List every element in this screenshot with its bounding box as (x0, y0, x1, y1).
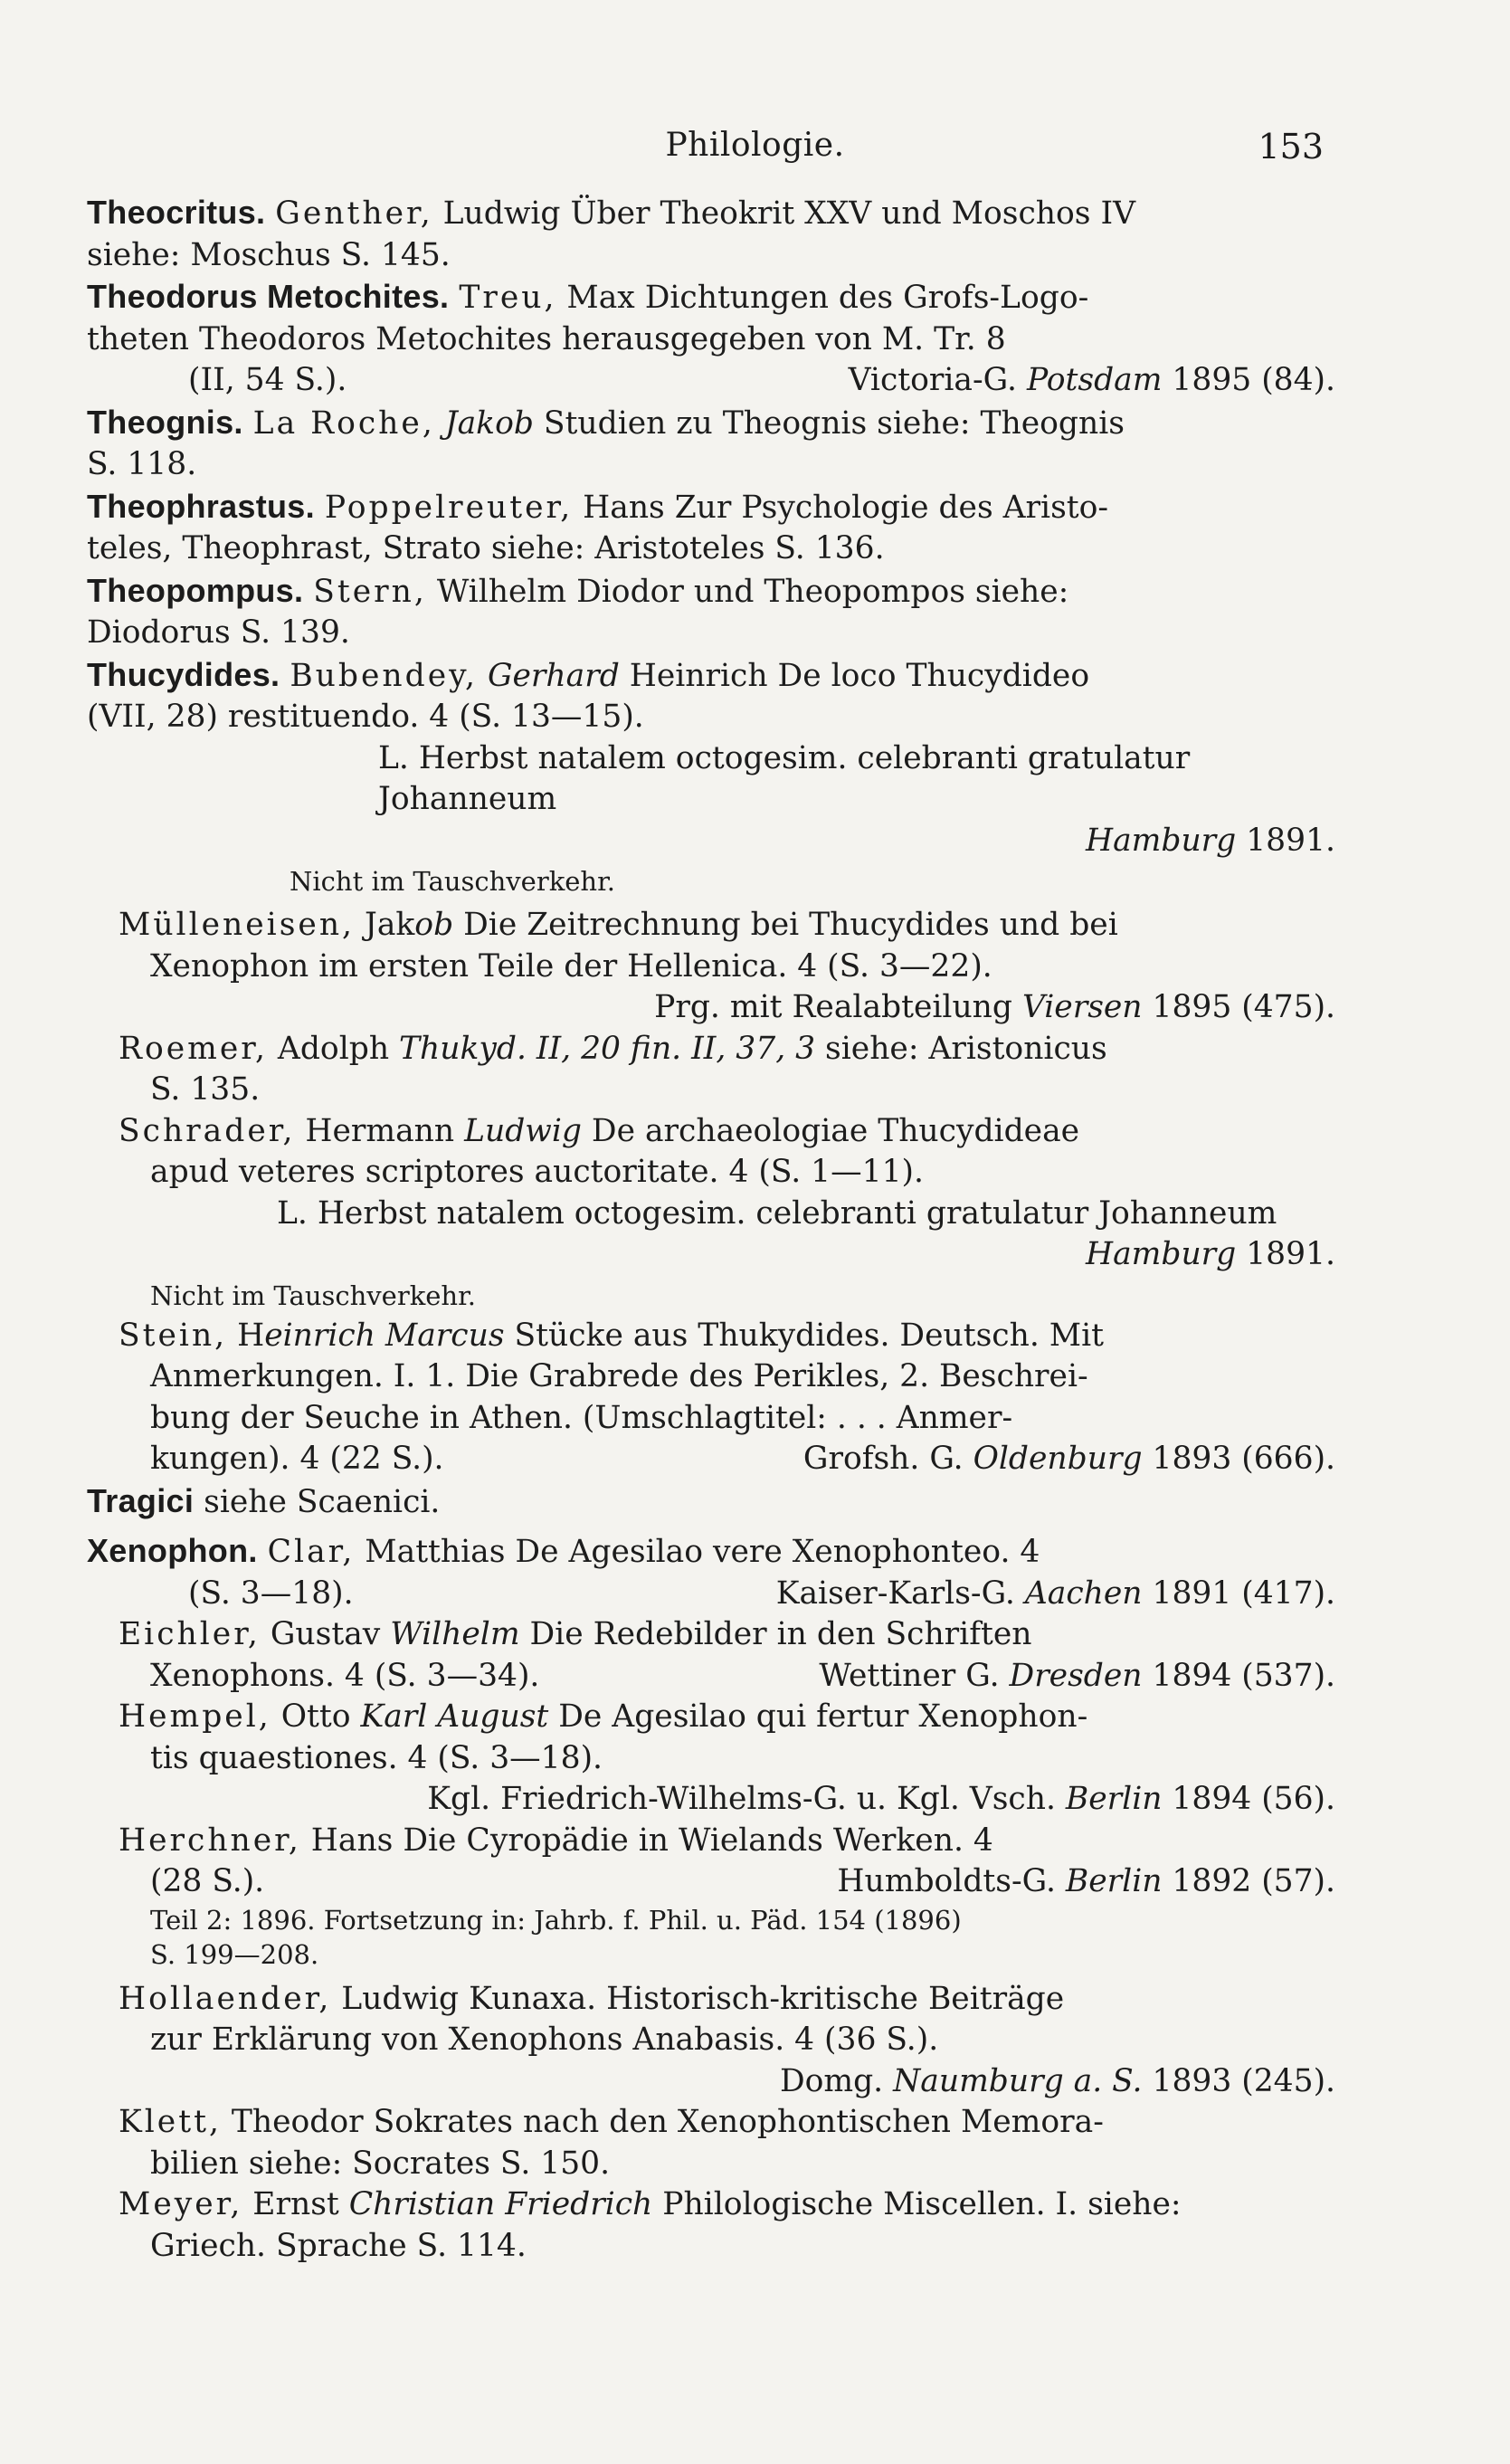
entry-line: bilien siehe: Socrates S. 150. (150, 2145, 611, 2182)
entry-pages: (II, 54 S.). (188, 362, 347, 398)
entry-hollaender (87, 1979, 1335, 2103)
entry-text: Heinrich De loco Thucydideo (619, 657, 1090, 694)
entry-roemer (87, 1029, 1335, 1111)
year-number: 1895 (475). (1142, 989, 1335, 1025)
year-number: 1891 (417). (1142, 1574, 1335, 1612)
entry-text: siehe: Aristonicus (815, 1030, 1107, 1067)
school-city: Dresden (1009, 1657, 1143, 1694)
entry-heading: Theognis. (87, 403, 243, 441)
entry-line (188, 1574, 1335, 1615)
author-firstname: Hermann (295, 1112, 465, 1149)
entry-note: Teil 2: 1896. Fortsetzung in: Jahrb. f. Phil. u. Päd. 154 (1896) (150, 1904, 962, 1936)
school-name: Kaiser-Karls-G. (775, 1574, 1025, 1612)
author-firstname-italic: Ludwig (464, 1112, 582, 1149)
school-name: Victoria-G. (848, 362, 1027, 398)
entry-line: (VII, 28) restituendo. 4 (S. 13—15). (87, 699, 644, 735)
author-surname: Roemer, (119, 1030, 268, 1067)
author-firstname-italic: einrich Marcus (264, 1317, 505, 1354)
author-surname: Hempel, (119, 1698, 271, 1735)
entry-theocritus (87, 192, 1335, 276)
entry-pages: kungen). 4 (22 S.). (150, 1441, 444, 1477)
bibliography-list (87, 192, 1335, 2267)
entry-text: De Agesilao qui fertur Xenophon- (548, 1698, 1088, 1735)
entry-text: Studien zu Theognis siehe: Theognis (533, 404, 1125, 442)
entry-text: Hans Die Cyropädie in Wielands Werken. 4 (300, 1822, 993, 1859)
entry-theophrastus (87, 486, 1335, 570)
entry-herchner (87, 1821, 1335, 1972)
entry-line: S. 118. (87, 446, 197, 482)
entry-text: Ludwig Kunaxa. Historisch-kritische Beiträge (331, 1980, 1065, 2017)
author-firstname: Adolph (267, 1030, 400, 1067)
school-name: Domg. (779, 2062, 894, 2099)
school-info (819, 1656, 1335, 1698)
year-number: 1893 (245). (1142, 2062, 1335, 2099)
school-info (849, 360, 1335, 402)
entry-note: Nicht im Tauschverkehr. (150, 1280, 477, 1311)
author-firstname: H (227, 1317, 265, 1354)
entry-line: L. Herbst natalem octogesim. celebranti gratulatur Johanneum (277, 1194, 1277, 1232)
author-firstname-italic: ob (414, 907, 454, 943)
school-info (150, 2061, 1335, 2103)
author-surname: Klett, (119, 2104, 222, 2140)
entry-klett (87, 2102, 1335, 2184)
school-city: Hamburg (1086, 1236, 1237, 1272)
school-info (776, 1574, 1335, 1615)
year-number: 1893 (666). (1142, 1441, 1335, 1477)
entry-pages: (S. 3—18). (188, 1574, 354, 1612)
entry-heading: Tragici (87, 1481, 195, 1519)
author-surname: Meyer, (119, 2186, 243, 2222)
entry-hempel (87, 1697, 1335, 1821)
year-number: 1894 (537). (1142, 1657, 1335, 1694)
entry-line: L. Herbst natalem octogesim. celebranti gratulatur Johanneum (378, 739, 1191, 817)
year-number: 1895 (84). (1162, 362, 1335, 398)
school-info (837, 1861, 1335, 1903)
entry-heading: Theopompus. (87, 571, 304, 609)
entry-heading: Theocritus. (87, 194, 266, 231)
entry-pages: (28 S.). (150, 1863, 265, 1899)
entry-line: zur Erklärung von Xenophons Anabasis. 4 (36 S.). (150, 2022, 939, 2058)
entry-text: De archaeologiae Thucydideae (581, 1112, 1080, 1149)
author-firstname-italic: Christian Friedrich (348, 2186, 653, 2222)
school-info (188, 821, 1335, 862)
school-name: Humboldts-G. (837, 1863, 1066, 1899)
entry-line: bung der Seuche in Athen. (Umschlagtitel: . . . Anmer- (150, 1399, 1013, 1436)
entry-text: Wilhelm Diodor und Theopompos siehe: (426, 573, 1069, 610)
author-firstname: Otto (271, 1698, 361, 1735)
author-firstname: Gustav (260, 1616, 391, 1652)
entry-theopompus (87, 570, 1335, 654)
entry-text: Philologische Miscellen. I. siehe: (652, 2186, 1182, 2222)
school-city: Berlin (1065, 1863, 1163, 1899)
school-city: Oldenburg (973, 1441, 1143, 1477)
entry-heading: Thucydides. (87, 655, 280, 693)
entry-line (150, 1439, 1335, 1480)
entry-line: S. 135. (150, 1071, 261, 1108)
author-surname: Bubendey, (290, 657, 478, 694)
entry-xenophon (87, 1530, 1335, 1614)
entry-theodorus-metochites (87, 276, 1335, 402)
entry-note: S. 199—208. (150, 1938, 319, 1970)
entry-tragici (87, 1480, 1335, 1524)
author-surname: Mülleneisen, (119, 907, 356, 943)
school-city: Hamburg (1086, 822, 1237, 859)
entry-line: teles, Theophrast, Strato siehe: Aristoteles S. 136. (87, 530, 885, 566)
entry-line: theten Theodoros Metochites herausgegeben von M. Tr. 8 (87, 320, 1006, 357)
entry-text: Matthias De Agesilao vere Xenophonteo. 4 (355, 1534, 1040, 1570)
author-surname: Stern, (313, 573, 427, 610)
school-city: Naumburg a. S. (893, 2062, 1143, 2099)
entry-meyer (87, 2184, 1335, 2267)
school-name: Wettiner G. (819, 1657, 1010, 1694)
page-number: 153 (1258, 127, 1324, 166)
entry-text: Die Redebilder in den Schriften (519, 1616, 1032, 1652)
school-city: Berlin (1065, 1781, 1163, 1817)
author-firstname-italic: Karl August (360, 1698, 549, 1735)
entry-text: Ludwig Über Theokrit XXV und Moschos IV (432, 195, 1136, 232)
entry-line: Griech. Sprache S. 114. (150, 2227, 527, 2264)
author-firstname: Ernst (242, 2186, 349, 2222)
author-surname: Treu, (459, 280, 557, 316)
author-firstname: Jak (355, 907, 415, 943)
school-info (803, 1439, 1335, 1480)
entry-line: Diodorus S. 139. (87, 614, 350, 651)
entry-text: Hans Zur Psychologie des Aristo- (573, 489, 1109, 526)
entry-text: Theodor Sokrates nach den Xenophontischen Memora- (221, 2104, 1104, 2140)
entry-muelleneisen (87, 905, 1335, 1029)
year-number: 1894 (56). (1162, 1781, 1335, 1817)
author-firstname: Gerhard (487, 657, 620, 694)
school-name: Kgl. Friedrich-Wilhelms-G. u. Kgl. Vsch. (427, 1781, 1066, 1817)
author-surname: Genther, (275, 195, 433, 232)
entry-line: Anmerkungen. I. 1. Die Grabrede des Perikles, 2. Beschrei- (150, 1358, 1088, 1394)
entry-line: apud veteres scriptores auctoritate. 4 (S. 1—11). (150, 1154, 924, 1190)
entry-theognis (87, 402, 1335, 486)
school-city: Aachen (1024, 1574, 1143, 1612)
running-title: Philologie. (665, 127, 845, 164)
entry-note: Nicht im Tauschverkehr. (290, 866, 616, 897)
entry-line: Xenophon im ersten Teile der Hellenica. 4 (S. 3—22). (150, 947, 992, 985)
school-city: Viersen (1021, 989, 1143, 1025)
author-surname: Poppelreuter, (324, 489, 574, 526)
author-surname: Schrader, (119, 1112, 296, 1149)
entry-heading: Theodorus Metochites. (87, 278, 450, 315)
entry-schrader (87, 1111, 1335, 1316)
entry-text: siehe Scaenici. (194, 1483, 441, 1520)
entry-line (188, 360, 1335, 402)
entry-thucydides (87, 654, 1335, 902)
entry-title-italic: Thukyd. II, 20 fin. II, 37, 3 (399, 1030, 816, 1067)
entry-heading: Theophrastus. (87, 487, 315, 525)
page-header (0, 127, 1510, 172)
author-surname: Stein, (119, 1317, 228, 1354)
year-number: 1892 (57). (1162, 1863, 1335, 1899)
year-number: 1891. (1236, 1236, 1335, 1272)
entry-line (150, 1861, 1335, 1903)
entry-line: tis quaestiones. 4 (S. 3—18). (150, 1739, 603, 1776)
entry-line (150, 1656, 1335, 1698)
entry-text: Die Zeitrechnung bei Thucydides und bei (453, 907, 1118, 943)
entry-pages: Xenophons. 4 (S. 3—34). (150, 1657, 540, 1694)
school-info (150, 1234, 1335, 1276)
entry-heading: Xenophon. (87, 1532, 258, 1569)
author-surname: Hollaender, (119, 1980, 332, 2017)
entry-text: Stücke aus Thukydides. Deutsch. Mit (504, 1317, 1104, 1354)
school-info (150, 1779, 1335, 1821)
school-city: Potsdam (1026, 362, 1163, 398)
entry-eichler (87, 1614, 1335, 1697)
author-firstname-italic: Wilhelm (390, 1616, 520, 1652)
school-name: Grofsh. G. (802, 1441, 973, 1477)
school-name: Prg. mit Realabteilung (654, 989, 1022, 1025)
year-number: 1891. (1236, 822, 1335, 859)
author-surname: Eichler, (119, 1616, 261, 1652)
author-firstname: Jakob (444, 404, 534, 442)
entry-line: siehe: Moschus S. 145. (87, 236, 451, 273)
school-info (150, 987, 1335, 1029)
entry-stein (87, 1316, 1335, 1480)
author-surname: Herchner, (119, 1822, 301, 1859)
author-surname: La Roche, (252, 404, 435, 442)
author-surname: Clar, (267, 1534, 356, 1570)
entry-text: Max Dichtungen des Grofs-Logo- (556, 280, 1089, 316)
